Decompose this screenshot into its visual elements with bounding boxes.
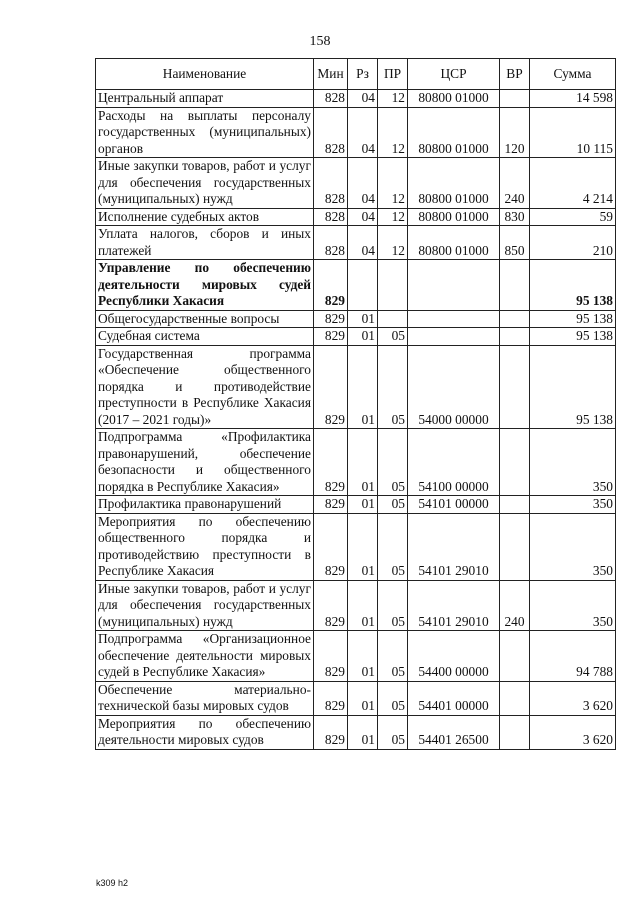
table-row: [96, 580, 616, 631]
cell-sum: 10 115: [530, 107, 616, 158]
cell-csr: 54101 00000: [408, 496, 500, 514]
cell-pr: 05: [378, 715, 408, 749]
cell-name: Профилактика правонарушений: [96, 496, 314, 514]
table-row: [96, 513, 616, 580]
cell-name: Иные закупки товаров, работ и услуг для обеспечения государственных (муниципальных) нужд: [96, 580, 314, 631]
cell-sum: 95 138: [530, 328, 616, 346]
cell-rz: 01: [348, 715, 378, 749]
cell-vr: [500, 90, 530, 108]
cell-csr: 54101 29010: [408, 580, 500, 631]
cell-rz: 04: [348, 226, 378, 260]
table-row: [96, 208, 616, 226]
cell-pr: 05: [378, 328, 408, 346]
table-row: [96, 715, 616, 749]
cell-min: 828: [314, 107, 348, 158]
cell-min: 829: [314, 496, 348, 514]
cell-csr: 54000 00000: [408, 345, 500, 429]
cell-csr: [408, 260, 500, 311]
cell-csr: 80800 01000: [408, 158, 500, 209]
cell-pr: 12: [378, 90, 408, 108]
cell-vr: [500, 260, 530, 311]
table-row: [96, 158, 616, 209]
cell-sum: 350: [530, 513, 616, 580]
table-row: [96, 429, 616, 496]
table-row: [96, 310, 616, 328]
cell-min: 829: [314, 513, 348, 580]
cell-rz: [348, 260, 378, 311]
table-header-row: [96, 59, 616, 90]
cell-csr: 54101 29010: [408, 513, 500, 580]
cell-name: Государственная программа «Обеспечение общественного порядка и противодействие преступности в Республике Хакасия (2017 – 2021 годы)»: [96, 345, 314, 429]
cell-sum: 59: [530, 208, 616, 226]
cell-rz: 01: [348, 513, 378, 580]
cell-min: 828: [314, 208, 348, 226]
cell-min: 829: [314, 260, 348, 311]
cell-rz: 01: [348, 328, 378, 346]
header-csr: ЦСР: [408, 59, 500, 90]
cell-vr: 850: [500, 226, 530, 260]
cell-rz: 01: [348, 429, 378, 496]
header-sum: Сумма: [530, 59, 616, 90]
header-pr: ПР: [378, 59, 408, 90]
cell-sum: 350: [530, 496, 616, 514]
cell-rz: 01: [348, 345, 378, 429]
cell-csr: 54401 26500: [408, 715, 500, 749]
table-row: [96, 328, 616, 346]
table-row: [96, 90, 616, 108]
cell-sum: 94 788: [530, 631, 616, 682]
cell-sum: 350: [530, 580, 616, 631]
cell-name: Уплата налогов, сборов и иных платежей: [96, 226, 314, 260]
cell-name: Иные закупки товаров, работ и услуг для обеспечения государственных (муниципальных) нужд: [96, 158, 314, 209]
cell-vr: [500, 328, 530, 346]
cell-vr: 120: [500, 107, 530, 158]
cell-csr: 54400 00000: [408, 631, 500, 682]
cell-pr: 05: [378, 345, 408, 429]
cell-csr: 80800 01000: [408, 208, 500, 226]
table-row: [96, 226, 616, 260]
cell-pr: 12: [378, 158, 408, 209]
cell-csr: 80800 01000: [408, 90, 500, 108]
cell-sum: 210: [530, 226, 616, 260]
cell-csr: 54100 00000: [408, 429, 500, 496]
cell-csr: [408, 328, 500, 346]
cell-name: Мероприятия по обеспечению общественного порядка и противодействию преступности в Республике Хакасия: [96, 513, 314, 580]
cell-min: 829: [314, 345, 348, 429]
cell-rz: 01: [348, 310, 378, 328]
cell-sum: 3 620: [530, 715, 616, 749]
budget-table: [95, 58, 616, 750]
header-min: Мин: [314, 59, 348, 90]
cell-name: Расходы на выплаты персоналу государственных (муниципальных) органов: [96, 107, 314, 158]
table-row: [96, 260, 616, 311]
cell-vr: [500, 631, 530, 682]
cell-min: 828: [314, 158, 348, 209]
cell-vr: [500, 429, 530, 496]
cell-vr: [500, 513, 530, 580]
cell-name: Подпрограмма «Профилактика правонарушений, обеспечение безопасности и общественного порядка в Республике Хакасия»: [96, 429, 314, 496]
cell-csr: 80800 01000: [408, 107, 500, 158]
cell-pr: 05: [378, 580, 408, 631]
cell-name: Подпрограмма «Организационное обеспечение деятельности мировых судей в Республике Хакасия»: [96, 631, 314, 682]
cell-name: Управление по обеспечению деятельности мировых судей Республики Хакасия: [96, 260, 314, 311]
header-name: Наименование: [96, 59, 314, 90]
cell-csr: 80800 01000: [408, 226, 500, 260]
cell-rz: 01: [348, 580, 378, 631]
cell-min: 828: [314, 226, 348, 260]
cell-rz: 04: [348, 107, 378, 158]
cell-name: Центральный аппарат: [96, 90, 314, 108]
table-body: [96, 90, 616, 750]
cell-pr: 05: [378, 496, 408, 514]
cell-sum: 95 138: [530, 345, 616, 429]
cell-pr: 05: [378, 631, 408, 682]
page-number: 158: [309, 34, 331, 49]
cell-rz: 01: [348, 496, 378, 514]
cell-min: 829: [314, 429, 348, 496]
cell-pr: [378, 260, 408, 311]
cell-name: Мероприятия по обеспечению деятельности мировых судов: [96, 715, 314, 749]
table-row: [96, 496, 616, 514]
cell-pr: 12: [378, 226, 408, 260]
cell-pr: [378, 310, 408, 328]
cell-vr: 830: [500, 208, 530, 226]
cell-rz: 04: [348, 208, 378, 226]
cell-rz: 01: [348, 631, 378, 682]
cell-min: 828: [314, 90, 348, 108]
footer-code: k309 h2: [96, 878, 129, 888]
cell-sum: 14 598: [530, 90, 616, 108]
cell-pr: 12: [378, 107, 408, 158]
cell-min: 829: [314, 580, 348, 631]
cell-sum: 95 138: [530, 260, 616, 311]
cell-pr: 12: [378, 208, 408, 226]
table-row: [96, 681, 616, 715]
cell-name: Общегосударственные вопросы: [96, 310, 314, 328]
cell-sum: 3 620: [530, 681, 616, 715]
cell-min: 829: [314, 631, 348, 682]
cell-vr: [500, 715, 530, 749]
cell-rz: 01: [348, 681, 378, 715]
cell-vr: 240: [500, 158, 530, 209]
cell-min: 829: [314, 715, 348, 749]
cell-sum: 95 138: [530, 310, 616, 328]
cell-rz: 04: [348, 90, 378, 108]
cell-min: 829: [314, 328, 348, 346]
cell-pr: 05: [378, 681, 408, 715]
cell-name: Обеспечение материально-технической базы мировых судов: [96, 681, 314, 715]
cell-csr: 54401 00000: [408, 681, 500, 715]
cell-pr: 05: [378, 429, 408, 496]
cell-csr: [408, 310, 500, 328]
cell-vr: [500, 681, 530, 715]
table-row: [96, 345, 616, 429]
cell-min: 829: [314, 681, 348, 715]
cell-name: Судебная система: [96, 328, 314, 346]
cell-vr: [500, 310, 530, 328]
header-rz: Рз: [348, 59, 378, 90]
cell-vr: [500, 496, 530, 514]
cell-min: 829: [314, 310, 348, 328]
cell-vr: 240: [500, 580, 530, 631]
cell-sum: 350: [530, 429, 616, 496]
table-row: [96, 631, 616, 682]
header-vr: ВР: [500, 59, 530, 90]
cell-name: Исполнение судебных актов: [96, 208, 314, 226]
cell-pr: 05: [378, 513, 408, 580]
cell-sum: 4 214: [530, 158, 616, 209]
cell-rz: 04: [348, 158, 378, 209]
table-row: [96, 107, 616, 158]
cell-vr: [500, 345, 530, 429]
